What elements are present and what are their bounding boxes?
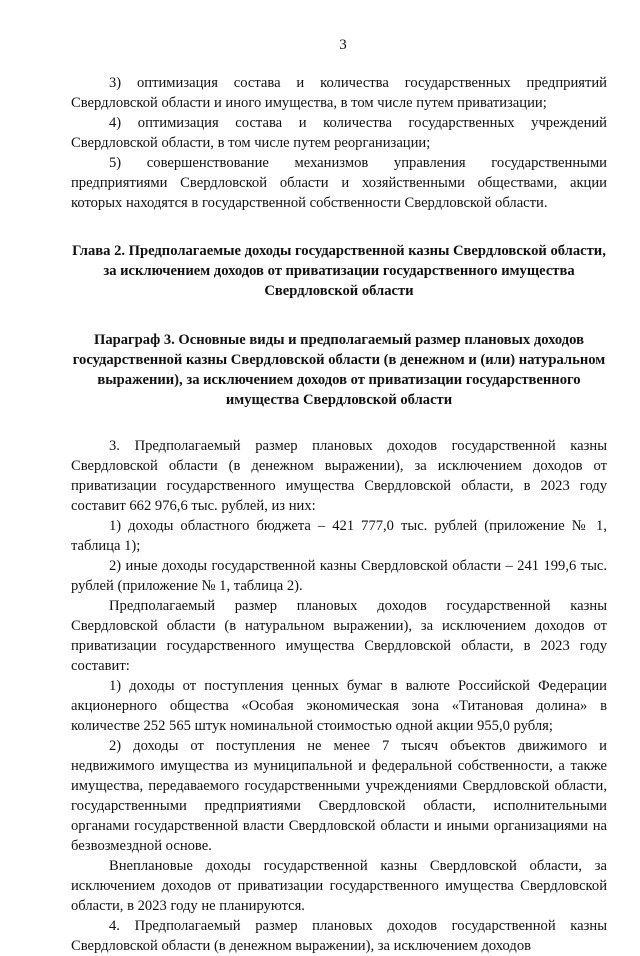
body-paragraph: Предполагаемый размер плановых доходов государственной казны Свердловской области (в натуральном выражении), за исключением доходов от приватизации государственного имущества Свердловской области, в 2023 году составит:: [71, 598, 607, 674]
intro-item-4: 4) оптимизация состава и количества государственных учреждений Свердловской области, в том числе путем реорганизации;: [71, 115, 607, 151]
body-paragraph: 1) доходы областного бюджета – 421 777,0 тыс. рублей (приложение № 1, таблица 1);: [71, 518, 607, 554]
body-paragraph: 2) доходы от поступления не менее 7 тысяч объектов движимого и недвижимого имущества из муниципальной и федеральной собственности, а также имущества, передаваемого государственными учреждениями Свердловской области, государственными предприятиями Свердловской области, исполнительными органами государственной власти Свердловской области и иными организациями на безвозмездной основе.: [71, 738, 607, 854]
body-paragraph: Внеплановые доходы государственной казны Свердловской области, за исключением доходов от приватизации государственного имущества Свердловской области, в 2023 году не планируются.: [71, 858, 607, 914]
paragraph-heading: Параграф 3. Основные виды и предполагаемый размер плановых доходов государственной казны Свердловской области (в денежном и (или) натуральном выражении), за исключением доходов от приватизации государственного имущества Свердловской области: [72, 332, 606, 408]
intro-item-5: 5) совершенствование механизмов управления государственными предприятиями Свердловской области и хозяйственными обществами, акции которых находятся в государственной собственности Свердловской области.: [71, 155, 607, 211]
body-paragraph: 3. Предполагаемый размер плановых доходов государственной казны Свердловской области (в денежном выражении), за исключением доходов от приватизации государственного имущества Свердловской области, в 2023 году составит 662 976,6 тыс. рублей, из них:: [71, 438, 607, 514]
body-paragraph: 4. Предполагаемый размер плановых доходов государственной казны Свердловской области (в денежном выражении), за исключением доходов: [71, 918, 607, 954]
intro-list: [71, 73, 607, 213]
paragraph-body: [71, 436, 607, 956]
page-number: 3: [339, 37, 347, 53]
body-paragraph: 1) доходы от поступления ценных бумаг в валюте Российской Федерации акционерного общества «Особая экономическая зона «Титановая долина» в количестве 252 565 штук номинальной стоимостью одной акции 955,0 рубля;: [71, 678, 607, 734]
intro-item-3: 3) оптимизация состава и количества государственных предприятий Свердловской области и иного имущества, в том числе путем приватизации;: [71, 75, 607, 111]
chapter-heading: Глава 2. Предполагаемые доходы государственной казны Свердловской области, за исключением доходов от приватизации государственного имущества Свердловской области: [72, 243, 606, 299]
body-paragraph: 2) иные доходы государственной казны Свердловской области – 241 199,6 тыс. рублей (приложение № 1, таблица 2).: [71, 558, 607, 594]
